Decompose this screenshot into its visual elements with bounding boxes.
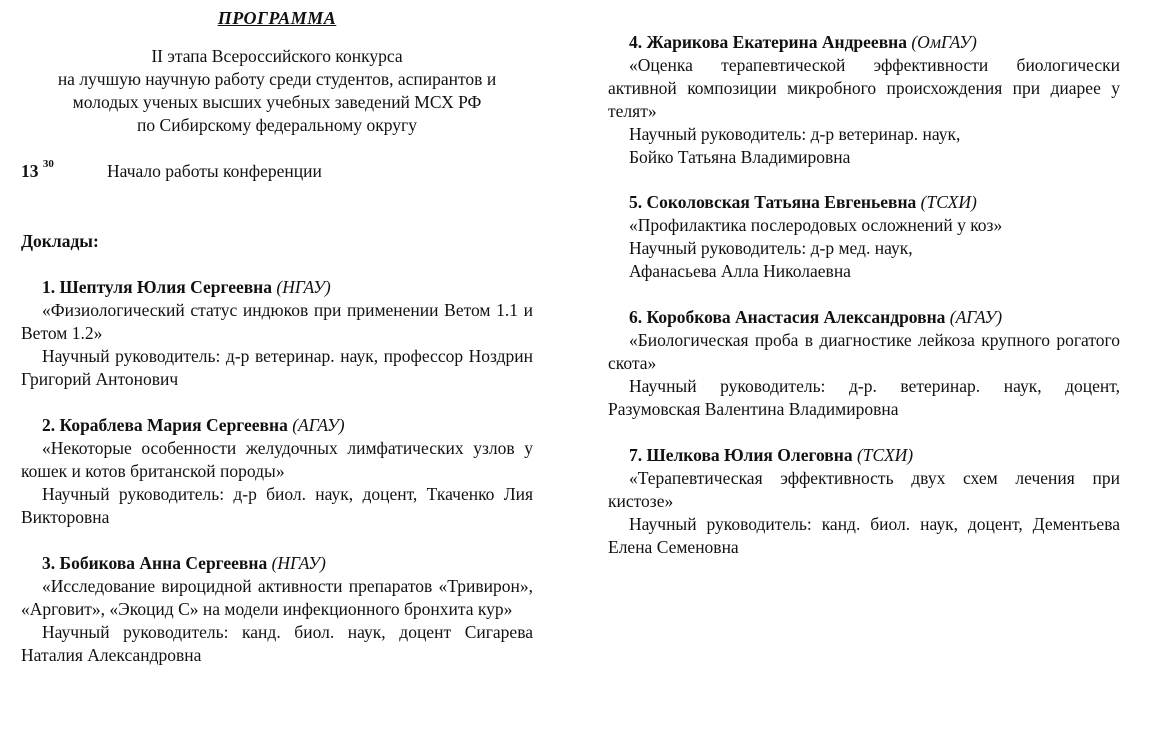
program-subtitle: [21, 45, 533, 137]
report-institution: (АГАУ): [949, 307, 1003, 327]
report-institution: (ОмГАУ): [911, 32, 977, 52]
report-header: [21, 552, 533, 575]
schedule-time: [21, 160, 54, 183]
report-header: [608, 191, 1120, 214]
report-supervisor: Научный руководитель: канд. биол. наук, доцент Сигарева Наталия Александровна: [21, 622, 533, 665]
report-author: Жарикова Екатерина Андреевна: [646, 32, 907, 52]
report-author: Кораблева Мария Сергеевна: [59, 415, 288, 435]
report-number: 3.: [42, 553, 56, 573]
report-topic: «Исследование вироцидной активности препаратов «Тривирон», «Арговит», «Экоцид С» на модели инфекционного бронхита кур»: [21, 576, 533, 619]
schedule-hour: 13: [21, 161, 39, 181]
report-institution: (НГАУ): [276, 277, 331, 297]
report-institution: (ТСХИ): [856, 445, 914, 465]
report-supervisor-name: Афанасьева Алла Николаевна: [629, 261, 851, 281]
report-topic: «Терапевтическая эффективность двух схем лечения при кистозе»: [608, 468, 1120, 511]
report-item: [608, 31, 1120, 169]
report-item: [608, 444, 1120, 559]
reports-heading: Доклады:: [21, 231, 99, 251]
report-supervisor: Научный руководитель: д-р биол. наук, доцент, Ткаченко Лия Викторовна: [21, 484, 533, 527]
report-number: 4.: [629, 32, 643, 52]
report-topic: «Некоторые особенности желудочных лимфатических узлов у кошек и котов британской породы»: [21, 438, 533, 481]
report-item: [608, 306, 1120, 421]
report-institution: (ТСХИ): [920, 192, 977, 212]
page-title: ПРОГРАММА: [217, 8, 337, 28]
report-topic: «Биологическая проба в диагностике лейкоза крупного рогатого скота»: [608, 330, 1120, 373]
report-author: Коробкова Анастасия Александровна: [646, 307, 946, 327]
report-institution: (НГАУ): [271, 553, 326, 573]
report-number: 1.: [42, 277, 56, 297]
report-header: [21, 276, 533, 299]
report-number: 2.: [42, 415, 56, 435]
report-item: [21, 552, 533, 667]
report-supervisor-name: Бойко Татьяна Владимировна: [629, 147, 851, 167]
report-header: [608, 306, 1120, 329]
subtitle-line: по Сибирскому федеральному округу: [137, 115, 417, 135]
report-supervisor: Научный руководитель: д-р. ветеринар. наук, доцент, Разумовская Валентина Владимировна: [608, 376, 1120, 419]
report-header: [608, 31, 1120, 54]
report-author: Шелкова Юлия Олеговна: [646, 445, 853, 465]
schedule-minutes: 30: [42, 158, 54, 170]
report-author: Бобикова Анна Сергеевна: [59, 553, 268, 573]
report-number: 7.: [629, 445, 643, 465]
report-institution: (АГАУ): [292, 415, 345, 435]
report-supervisor: Научный руководитель: д-р ветеринар. наук,: [629, 124, 961, 144]
report-topic: «Физиологический статус индюков при применении Ветом 1.1 и Ветом 1.2»: [21, 300, 533, 343]
report-topic: «Профилактика послеродовых осложнений у коз»: [629, 215, 1003, 235]
report-header: [21, 414, 533, 437]
report-number: 6.: [629, 307, 643, 327]
report-supervisor: Научный руководитель: д-р ветеринар. наук, профессор Ноздрин Григорий Антонович: [21, 346, 533, 389]
report-item: [608, 191, 1120, 283]
report-author: Соколовская Татьяна Евгеньевна: [646, 192, 917, 212]
report-author: Шептуля Юлия Сергеевна: [59, 277, 273, 297]
report-supervisor: Научный руководитель: д-р мед. наук,: [629, 238, 913, 258]
subtitle-line: на лучшую научную работу среди студентов, аспирантов и: [57, 69, 497, 89]
report-number: 5.: [629, 192, 643, 212]
subtitle-line: молодых ученых высших учебных заведений МСХ РФ: [72, 92, 482, 112]
report-header: [608, 444, 1120, 467]
subtitle-line: II этапа Всероссийского конкурса: [151, 46, 403, 66]
schedule-entry: [21, 160, 533, 183]
report-topic: «Оценка терапевтической эффективности биологически активной композиции микробного происхождения при диарее у телят»: [608, 55, 1120, 121]
report-supervisor: Научный руководитель: канд. биол. наук, доцент, Дементьева Елена Семеновна: [608, 514, 1120, 557]
report-item: [21, 276, 533, 391]
schedule-event: Начало работы конференции: [107, 161, 322, 181]
report-item: [21, 414, 533, 529]
